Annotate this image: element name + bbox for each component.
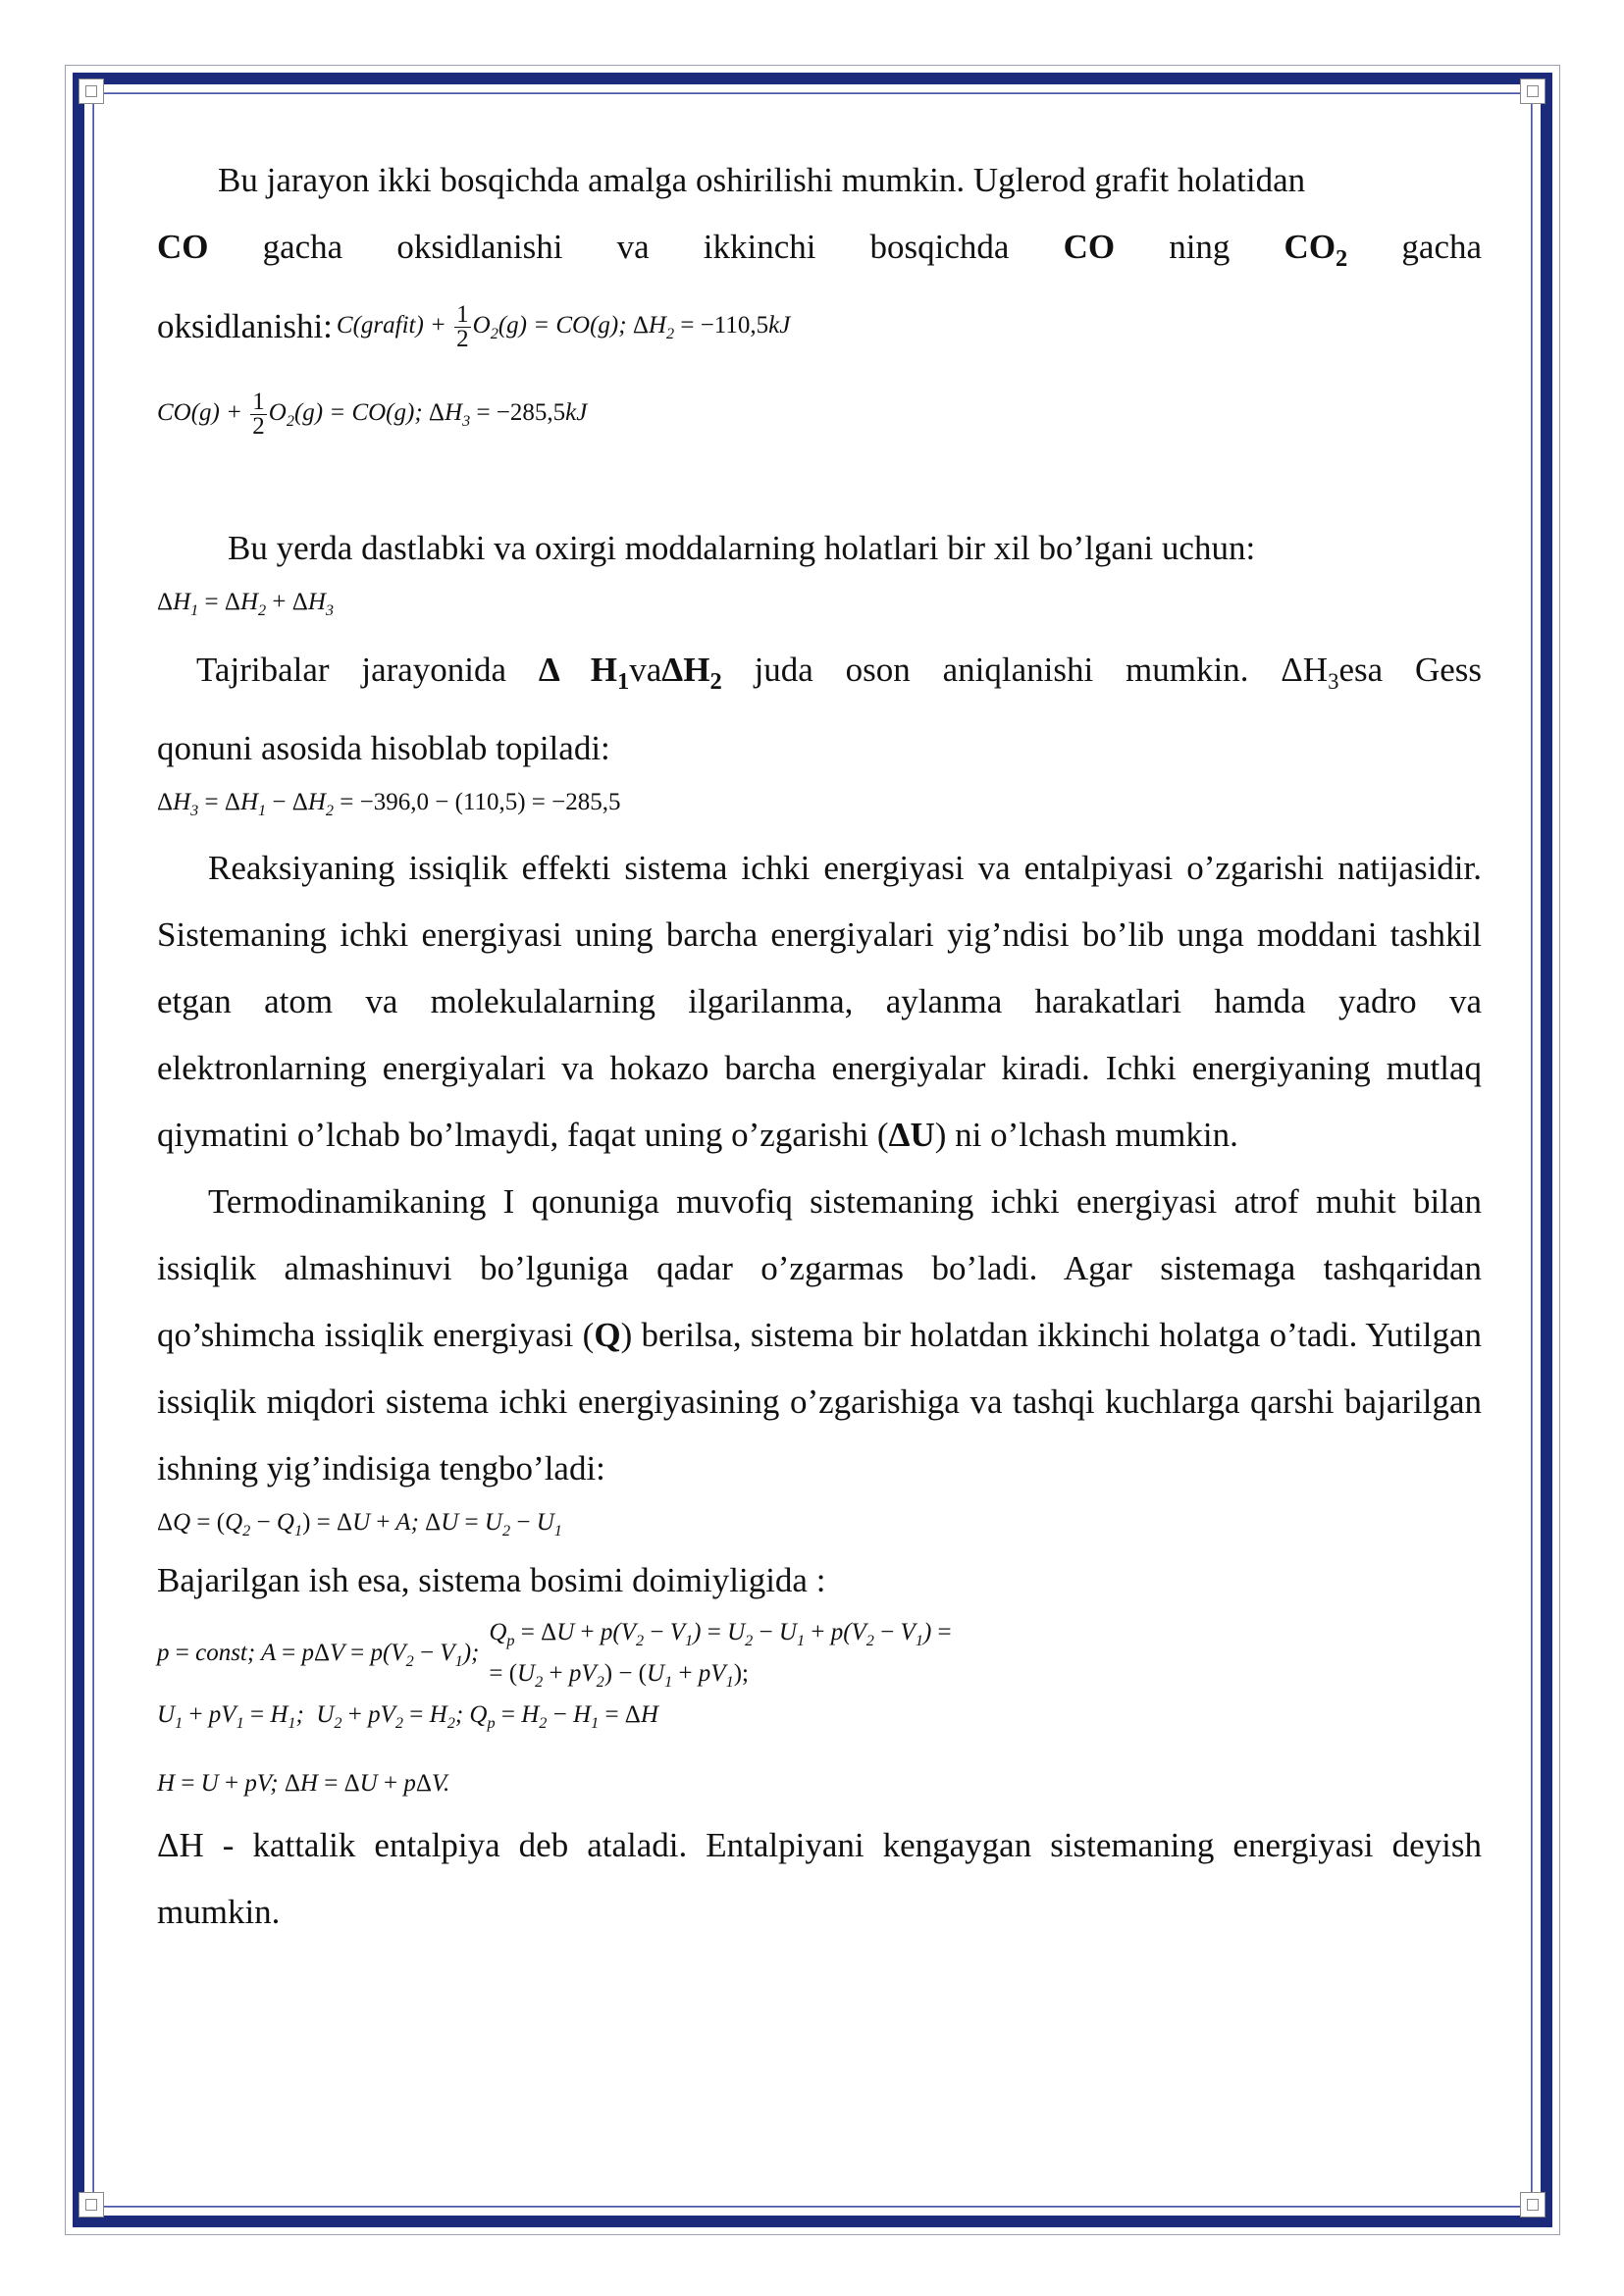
equation-8: H = U + pV; ΔH = ΔU + pΔV.	[157, 1770, 450, 1797]
paragraph-6: Bajarilgan ish esa, sistema bosimi doimiyligida :	[157, 1561, 826, 1599]
corner-ornament-bottom-left	[79, 2192, 104, 2218]
corner-ornament-top-right	[1520, 78, 1545, 104]
equation-4: $\Delta H_3 = \Delta H_1 - \Delta H_2 = -396,0 - (110,5) = -285,5$	[157, 789, 621, 819]
paragraph-7: ΔH - kattalik entalpiya deb ataladi. Entalpiyani kengaygan sistemaning energiyasi deyish mumkin.	[157, 1826, 1482, 1931]
paragraph-1-line-3: oksidlanishi: C(grafit) + $\frac{1}{2}$ $O_2(g) = CO(g)$; $\Delta H_2 = -110,5kJ$	[157, 300, 791, 352]
paragraph-4: Reaksiyaning issiqlik effekti sistema ichki energiyasi va entalpiyasi o’zgarishi natijasidir. Sistemaning ichki energiyasi uning barcha energiyalari yig’ndisi bo’lib unga moddani tashkil etgan atom va molekulalarning ilgarilanma, aylanma harakatlari hamda yadro va elektronlarning energiyalari va hokazo barcha energiyalar kiradi. Ichki energiyaning mutlaq qiymatini o’lchab bo’lmaydi, faqat uning o’zgarishi (ΔU) ni o’lchash mumkin.	[157, 849, 1482, 1154]
equation-5: $\Delta Q = (Q_2 - Q_1) = \Delta U + A$; $\Delta U = U_2 - U_1$	[157, 1509, 562, 1539]
paragraph-1-line-2: CO gacha oksidlanishi va ikkinchi bosqichda CO ning $CO_2$ gacha	[157, 228, 1483, 272]
paragraph-1-line-1: Bu jarayon ikki bosqichda amalga oshirilishi mumkin. Uglerod grafit holatidan	[218, 161, 1306, 199]
equation-3: $\Delta H_1 = \Delta H_2 + \Delta H_3$	[157, 589, 335, 619]
corner-ornament-top-left	[79, 78, 104, 104]
paragraph-3-line-2: qonuni asosida hisoblab topiladi:	[157, 729, 610, 767]
paragraph-5: Termodinamikaning I qonuniga muvofiq sistemaning ichki energiyasi atrof muhit bilan issiqlik almashinuvi bo’lguniga qadar o’zgarmas bo’ladi. Agar sistemaga tashqaridan qo’shimcha issiqlik energiyasi (Q) berilsa, sistema bir holatdan ikkinchi holatga o’tadi. Yutilgan issiqlik miqdori sistema ichki energiyasining o’zgarishiga va tashqi kuchlarga qarshi bajarilgan ishning yig’indisiga tengbo’ladi:	[157, 1182, 1482, 1487]
equation-1: C(grafit) + $\frac{1}{2}$ $O_2(g) = CO(g)$; $\Delta H_2 = -110,5kJ$	[336, 300, 791, 352]
equation-2: CO(g) + $\frac{1}{2}$ $O_2(g) = CO(g)$; $\Delta H_3 = -285,5kJ$	[157, 389, 588, 440]
document-body	[157, 147, 1482, 1946]
paragraph-3-line-1: Tajribalar jarayonida Δ $H_1va\Delta H_2$ juda oson aniqlanishi mumkin. $\Delta H_3esa$ Gess	[196, 651, 1483, 695]
paragraph-2: Bu yerda dastlabki va oxirgi moddalarning holatlari bir xil bo’lgani uchun:	[228, 529, 1256, 567]
equation-7: $U_1 + pV_1 = H_1$; $U_2 + pV_2 = H_2$; $Q_p = H_2 - H_1 = \Delta H$	[157, 1701, 658, 1732]
corner-ornament-bottom-right	[1520, 2192, 1545, 2218]
equation-6: p = const; $A = p\Delta V = p(V_2 - V_1)$; $Q_p = \Delta U + p(V_2 - V_1) = U_2 - U_1 + p(V_2 - V_1)$ = = $(U_2 + pV_2) - (U_1 + pV_1)$;	[157, 1619, 952, 1691]
